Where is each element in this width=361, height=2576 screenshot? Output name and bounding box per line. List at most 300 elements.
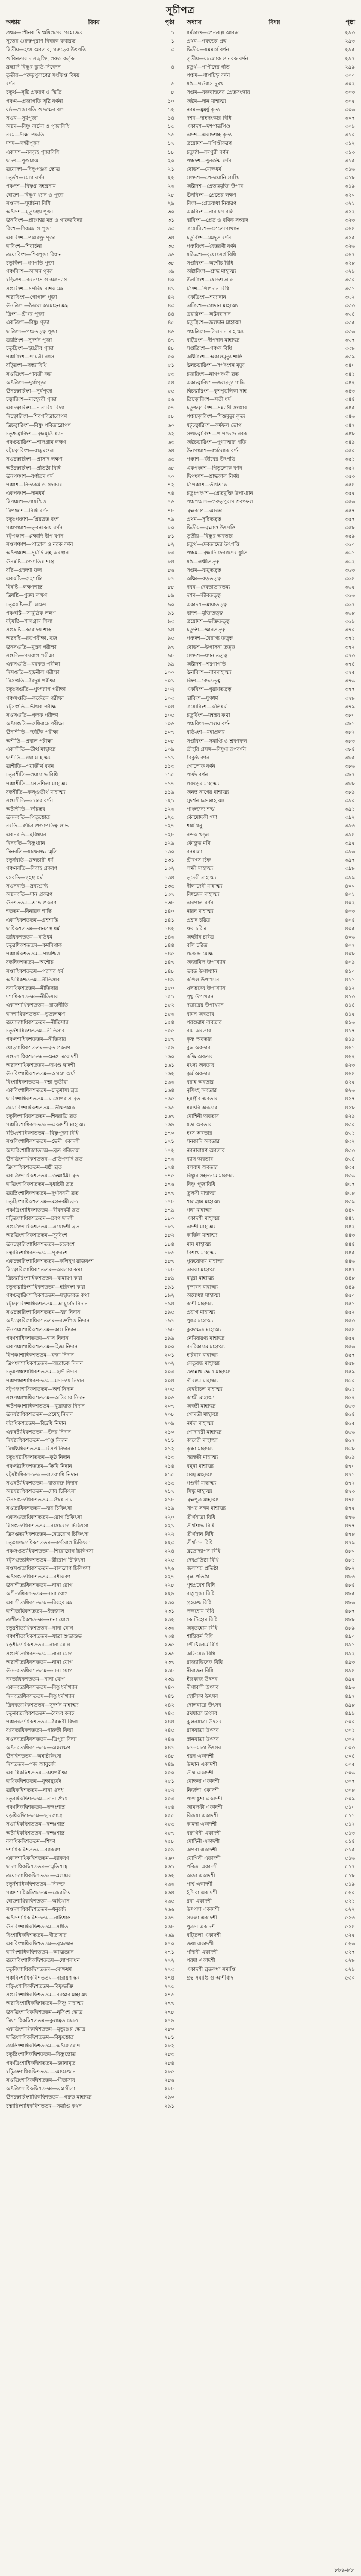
toc-entry-title: একবিংশ—নারায়ণ বলি — [187, 209, 234, 215]
toc-entry — [6, 131, 174, 140]
toc-entry-title: রাম অবতার — [187, 1028, 211, 1034]
toc-entry-page: ২১৫ — [164, 1471, 174, 1478]
toc-entry-page: ৪৫৮ — [345, 1361, 355, 1367]
toc-entry-title: সপ্তপঞ্চাশ—পাতাল ও নরক বর্ণন — [6, 542, 73, 548]
toc-entry-page: ৩৮৭ — [345, 772, 355, 779]
toc-entry-title: নরনারায়ণ অবতার — [187, 1147, 225, 1154]
toc-entry-page: ৫০০ — [345, 1719, 355, 1726]
toc-entry — [6, 2042, 174, 2050]
toc-entry-title: একাদশী মাহাত্ম্য — [187, 1216, 220, 1222]
toc-entry — [6, 1744, 174, 1752]
toc-entry — [6, 916, 174, 925]
toc-entry-page: ৪৪৪ — [345, 1241, 355, 1248]
toc-entry-title: বৈশাখ মাহাত্ম্য — [187, 1250, 217, 1256]
toc-entry-page: ৫৫ — [167, 388, 174, 394]
toc-entry-title: তুলসী মাহাত্ম্য — [187, 1190, 216, 1197]
toc-entry-title: বরুথিনী একাদশী — [187, 1830, 221, 1836]
toc-entry-page: ৪৩৫ — [345, 1164, 355, 1171]
toc-entry — [187, 515, 355, 524]
toc-entry-page: ২১৪ — [164, 1463, 174, 1470]
toc-entry — [187, 1761, 355, 1769]
toc-entry-title: চতুস্ত্রিংশাধিকশততম—মহানবমী ব্রত — [6, 1198, 78, 1205]
toc-entry — [187, 455, 355, 464]
toc-entry-title: চতুঃসপ্তত্যধিকশততম—কর্ণরোগ চিকিৎসা — [6, 1540, 91, 1547]
toc-entry-title: কোটিহোম বিধি — [187, 1616, 218, 1623]
toc-entry — [6, 473, 174, 481]
toc-entry — [187, 984, 355, 993]
toc-entry — [187, 737, 355, 746]
toc-entry — [187, 541, 355, 549]
toc-entry-title: ত্রিংশ—পিণ্ডদান বিধি — [187, 286, 230, 292]
toc-entry-title: দ্ব্যধিকশততম—বানপ্রস্থ ধর্ম — [6, 925, 60, 932]
toc-entry — [187, 208, 355, 216]
toc-entry-title: শয়ন একাদশী — [187, 1753, 214, 1759]
toc-entry — [187, 874, 355, 882]
toc-entry-title: বিংশাধিকশততম—রম্ভা তৃতীয়া — [6, 1079, 68, 1086]
toc-entry-title: ষট্সপ্ততি—ভীষ্মক পরীক্ষা — [6, 704, 58, 710]
toc-entry — [187, 345, 355, 353]
toc-entry — [6, 1445, 174, 1453]
toc-entry — [187, 46, 355, 54]
toc-entry-page: ৫২৩ — [345, 1915, 355, 1922]
toc-entry-page: ২৮০ — [164, 2026, 174, 2032]
toc-entry — [187, 1539, 355, 1547]
toc-entry-title: ও বিনতার দাস্যমুক্তি, গরুড় কর্তৃক — [6, 55, 75, 62]
toc-entry — [6, 1121, 174, 1129]
toc-entry-page: ৮৪ — [167, 559, 174, 565]
toc-entry — [6, 2093, 174, 2102]
toc-entry-title: পঞ্চবিংশাধিকশততম—একাদশী মাহাত্ম্য — [6, 1122, 85, 1128]
toc-entry-title: অনন্ত নাগের মাহাত্ম্য — [187, 789, 229, 796]
toc-entry — [187, 328, 355, 336]
toc-entry-title: একপঞ্চাশাধিকশততম—হিক্কা নিদান — [6, 1343, 78, 1350]
toc-entry — [6, 1999, 174, 2008]
toc-entry-page: ২১৯ — [164, 1506, 174, 1512]
toc-entry — [187, 643, 355, 652]
toc-entry-title: কাঞ্চী মাহাত্ম্য — [187, 1395, 215, 1401]
toc-entry — [187, 1172, 355, 1180]
toc-entry-title: সপ্তাধিকদ্বিশততম—ছন্দঃশাস্ত্র — [6, 1821, 65, 1828]
toc-entry — [6, 353, 174, 361]
toc-entry-title: বিষ্ণু পূজাবিধি — [187, 1182, 215, 1188]
toc-entry-title: ঊনদ্বিশততম—অশ্বচিকিৎসা — [6, 1753, 62, 1759]
toc-entry-title: ঊনবিংশাধিকদ্বিশততম—সঙ্গীত — [6, 1924, 69, 1930]
toc-entry-page: ২৫১ — [164, 1779, 174, 1785]
toc-entry — [187, 422, 355, 430]
toc-entry — [187, 685, 355, 694]
toc-entry-page: ৪০৪ — [345, 917, 355, 924]
toc-entry — [6, 703, 174, 711]
toc-entry-page: ১৭০ — [164, 1130, 174, 1137]
toc-entry-title: চতুশ্চত্বারিংশ—ব্রহ্মমূর্তি ধ্যান — [6, 431, 64, 437]
toc-entry-page: ৪০০ — [345, 883, 355, 889]
toc-entry-page: ৩৬৫ — [345, 584, 355, 591]
toc-entry-title: শালগ্রাম মাহাত্ম্য — [187, 1198, 220, 1205]
toc-entry-title: চতুরশীত্যধিকশততম—নানা যোগ — [6, 1625, 73, 1632]
toc-entry-title: রথযাত্রা উৎসব — [187, 1710, 218, 1717]
toc-entry-title: দ্বিচত্বারিংশ—কুশপুত্তলিকা দাহ — [187, 388, 247, 394]
toc-entry-page: ৫৪ — [167, 379, 174, 386]
toc-entry-title: ষষ্টি—গ্রহদশা ফল — [6, 567, 42, 574]
toc-entry-page: ১২৯ — [164, 840, 174, 847]
toc-entry-title: বিংশাধিকদ্বিশততম—গীতাসার — [6, 1932, 67, 1939]
toc-entry-page: ১৮৭ — [164, 1259, 174, 1265]
toc-entry-title: অষ্টাবিংশ—গোপাল পূজা — [6, 294, 57, 301]
toc-entry-page: ১৭৯ — [164, 1207, 174, 1213]
toc-entry-title: বৃন্দাবন মাহাত্ম্য — [187, 1284, 218, 1290]
toc-entry-page: ৯৮ — [167, 652, 174, 659]
toc-entry-title: পুরুষোত্তম মাহাত্ম্য — [187, 1259, 224, 1265]
toc-entry — [6, 1300, 174, 1308]
toc-entry — [6, 907, 174, 916]
toc-entry-page: ৩০৬ — [345, 106, 355, 113]
toc-entry — [187, 293, 355, 302]
toc-entry — [6, 652, 174, 660]
toc-entry — [6, 1726, 174, 1735]
toc-entry — [6, 216, 174, 225]
toc-entry-title: অষ্টত্রিংশাধিকশততম—সূর্যবংশ — [6, 1233, 67, 1239]
toc-entry — [187, 1556, 355, 1565]
toc-entry-page: ৯৪ — [167, 627, 174, 634]
toc-entry-page: ২৫৩ — [164, 1796, 174, 1802]
toc-entry — [187, 412, 355, 421]
toc-entry — [187, 1147, 355, 1155]
toc-entry-page: ৯৭ — [167, 644, 174, 651]
toc-entry — [187, 805, 355, 814]
toc-entry — [6, 566, 174, 575]
toc-entry-page: ৫১৫ — [345, 1847, 355, 1853]
toc-entry — [6, 762, 174, 771]
column-header — [187, 18, 355, 28]
toc-entry — [187, 1931, 355, 1940]
toc-entry-page: ৪৩৮ — [345, 1190, 355, 1197]
toc-entry-title: একাদশ—মায়াতত্ত্ব — [187, 601, 227, 608]
toc-entry-page: ৩০০ — [345, 72, 355, 79]
toc-entry — [187, 157, 355, 165]
toc-entry — [187, 703, 355, 711]
toc-entry — [187, 387, 355, 396]
toc-entry-title: একাদশ—দশগাত্রপিণ্ড — [187, 124, 230, 130]
toc-entry-title: পঞ্চপঞ্চাশ—ভুবনকোষ বর্ণন — [6, 524, 63, 531]
toc-entry-page: ২৮ — [167, 192, 174, 198]
toc-entry-title: অষ্টত্রিংশাধিকদ্বিশততম—ব্রহ্মগীতা — [6, 2086, 75, 2093]
toc-entry-page: ৩০৯ — [345, 124, 355, 130]
toc-entry — [6, 524, 174, 532]
toc-entry-page: ১৮০ — [164, 1216, 174, 1222]
toc-entry-title: ষট্ত্রিংশাধিকশততম—শ্রবণ দ্বাদশী — [6, 1216, 74, 1222]
toc-entry-title: ঊনচত্বারিংশ—সূর্যপূজা — [6, 388, 52, 394]
toc-entry-page: ৩৮৩ — [345, 738, 355, 744]
toc-entry-title: ঊনবিংশ—প্রেতের লক্ষণ — [187, 192, 236, 198]
toc-entry-title: পঞ্চসপ্ততি—কর্কেতন পরীক্ষা — [6, 695, 64, 702]
toc-entry-title: ষট্তিলা একাদশী — [187, 1932, 221, 1939]
toc-entry-page: ১৮ — [167, 149, 174, 156]
toc-entry — [6, 430, 174, 438]
toc-entry-title: পাঞ্চজন্য শঙ্খ — [187, 806, 215, 813]
toc-entry-title: অষ্টসপ্ততি—রুধিরাক্ষ পরীক্ষা — [6, 721, 64, 728]
toc-entry — [187, 1658, 355, 1667]
toc-entry-title: ঊনবিংশ—নামমাহাত্ম্য — [187, 670, 232, 676]
toc-entry-page: ৩৩৫ — [345, 320, 355, 327]
toc-entry-title: সপ্তম—বায়ুতত্ত্ব — [187, 567, 221, 574]
toc-entry-page: ৯১ — [167, 610, 174, 616]
toc-entry — [6, 234, 174, 242]
toc-entry-page: ৩৭৮ — [345, 695, 355, 702]
toc-entry — [6, 601, 174, 609]
toc-entry — [6, 1215, 174, 1223]
toc-entry-page: ৩২০ — [345, 192, 355, 198]
toc-entry — [187, 558, 355, 566]
toc-entry-title: চতুঃপঞ্চাশ—প্রেতমুক্তি উপাখ্যান — [187, 491, 253, 497]
toc-entry — [187, 1121, 355, 1129]
toc-entry-title: ষট্চত্বারিংশ—কর্মফল ভোগ — [187, 422, 242, 429]
toc-entry — [187, 149, 355, 157]
toc-entry-title: ষোড়শ—উপাসনা তত্ত্ব — [187, 644, 235, 651]
toc-entry-title: ঝুলনযাত্রা উৎসব — [187, 1719, 222, 1726]
toc-entry-page: ২৮৩ — [164, 2052, 174, 2058]
toc-entry-title: ত্রয়োবিংশাধিকশততম—ভীষ্মপঞ্চক — [6, 1105, 75, 1111]
toc-entry — [187, 1872, 355, 1880]
toc-entry-title: শান্তিকর্ম বিধি — [187, 1634, 213, 1640]
toc-entry — [6, 1675, 174, 1684]
toc-entry-title: আমলকী একাদশী — [187, 1805, 223, 1811]
toc-entry — [187, 1726, 355, 1735]
toc-entry — [6, 88, 174, 97]
toc-entry-title: সূতের গুরুত্বপুরাণ বিষয়ক কথারম্ভ — [6, 38, 76, 45]
toc-entry-title: গরুড়ের মাহাত্ম্য — [187, 780, 220, 787]
toc-entry-title: প্রথম—গরুড়ের প্রশ্ন — [187, 38, 227, 45]
toc-entry — [187, 882, 355, 891]
toc-entry-page: ৫১৭ — [345, 1864, 355, 1871]
toc-entry-title: গঙ্গা মাহাত্ম্য — [187, 1207, 212, 1213]
toc-entry-title: ঊনত্রিংশাধিকশততম—প্রতিপদাদি ব্রত — [6, 1156, 83, 1162]
toc-entry-title: নবত্যধিকশততম—নানা যোগ — [6, 1676, 66, 1683]
toc-entry-title: অষ্টাশীত্যধিকশততম—নানা যোগ — [6, 1659, 73, 1666]
toc-entry-page: ৪৬৭ — [345, 1437, 355, 1444]
toc-entry-page: ২৩১ — [164, 1608, 174, 1615]
toc-entry-page: ৪১৭ — [345, 1028, 355, 1034]
toc-entry — [187, 1906, 355, 1914]
toc-entry-page: ৪৮৬ — [345, 1599, 355, 1606]
toc-entry-title: ত্রয়োদশাধিকশততম—নীতিসার — [6, 1019, 69, 1026]
toc-entry — [6, 1360, 174, 1368]
toc-entry-page: ৪০৮ — [345, 951, 355, 958]
toc-entry-page: ২৬৬ — [164, 1907, 174, 1913]
toc-entry — [6, 1001, 174, 1010]
toc-entry — [187, 1206, 355, 1215]
toc-entry-title: হংস অবতার — [187, 1130, 212, 1137]
toc-entry-page: ৫৩ — [167, 371, 174, 378]
toc-left-list — [6, 29, 174, 2111]
toc-entry-title: একাদশ—নবব্যূহ পূজাবিধি — [6, 149, 60, 156]
toc-entry-title: অযুতহোম বিধি — [187, 1625, 218, 1632]
toc-entry — [6, 46, 174, 54]
toc-entry-page: ৪১৩ — [345, 994, 355, 1001]
toc-entry-page: ৪১১ — [345, 977, 355, 983]
toc-entry-page: ৮৬ — [167, 567, 174, 574]
toc-entry — [6, 1829, 174, 1838]
toc-entry-page: ২৩ — [167, 183, 174, 190]
toc-entry-title: অষ্টচত্বারিংশ—পুণ্যাত্মার গতি — [187, 440, 247, 446]
toc-entry-page: ৩৪৮ — [345, 431, 355, 437]
toc-entry-title: দীপাবলী উৎসব — [187, 1685, 219, 1691]
toc-entry — [187, 1616, 355, 1624]
toc-entry-title: পৌষ্টিককর্ম বিধি — [187, 1642, 219, 1649]
toc-entry — [187, 1292, 355, 1300]
toc-entry — [187, 1820, 355, 1829]
toc-entry-title: ভূদেবী মাহাত্ম্য — [187, 874, 217, 881]
toc-entry-title: জগন্নাথ ক্ষেত্র মাহাত্ম্য — [187, 1369, 231, 1376]
toc-entry-title: দ্বারপাল বর্ণন — [187, 900, 214, 907]
toc-entry-title: পঞ্চবিংশ—আসন পূজা — [6, 269, 53, 275]
toc-entry-page: ৪৫৭ — [345, 1352, 355, 1359]
toc-entry-title: ষোড়শ—বিষ্ণুর ধ্যান ও পূজা — [6, 192, 64, 198]
toc-entry-page: ৩৩১ — [345, 286, 355, 292]
toc-entry-title: দত্তাত্রেয় উপাখ্যান — [187, 1002, 224, 1009]
toc-entry-title: নীরাজন বিধি — [187, 1668, 214, 1674]
toc-entry-title: সপ্তচত্বারিংশ—পাপভেদে নরক — [187, 431, 248, 437]
toc-entry-page: ১৭২ — [164, 1147, 174, 1154]
header-bishoy: বিষয় — [268, 19, 280, 26]
toc-entry-page: ৩৭২ — [345, 644, 355, 651]
toc-entry-page: ২০৭ — [164, 1403, 174, 1410]
toc-entry — [6, 2008, 174, 2017]
toc-entry — [187, 1300, 355, 1308]
toc-entry — [6, 1906, 174, 1914]
toc-entry-page: ৮৮ — [167, 584, 174, 591]
toc-entry-title: দ্বিতীয়—হংস অবতার, গরুড়ের উৎপত্তি — [6, 47, 87, 54]
toc-entry — [6, 669, 174, 677]
toc-entry-page: ১০০ — [164, 670, 174, 676]
toc-entry-title: ষণ্ণবতি—গৃহস্থ ধর্ম — [6, 874, 43, 881]
toc-entry — [6, 2050, 174, 2059]
toc-entry-page: ৫০৫ — [345, 1762, 355, 1768]
toc-entry-page: ৫২৪ — [345, 1924, 355, 1930]
toc-entry-page: ১২১ — [164, 797, 174, 804]
toc-entry-title: হরিদ্বার মাহাত্ম্য — [187, 1352, 218, 1359]
toc-entry — [6, 268, 174, 276]
toc-entry — [6, 1684, 174, 1692]
toc-entry — [187, 1129, 355, 1138]
toc-entry — [6, 106, 174, 114]
toc-entry-page: ৪৫৩ — [345, 1318, 355, 1325]
toc-entry-page: ৪৮১ — [345, 1557, 355, 1563]
toc-entry — [187, 1803, 355, 1812]
toc-entry — [6, 55, 174, 63]
toc-entry-page: ২১৩ — [164, 1455, 174, 1461]
toc-entry — [187, 1010, 355, 1019]
toc-entry-title: কাশী মাহাত্ম্য — [187, 1301, 213, 1307]
toc-entry-page: ১৫৫ — [164, 1028, 174, 1034]
toc-entry-title: ত্রয়োবিংশ—প্রেতোপাখ্যান — [187, 226, 240, 233]
toc-entry — [6, 1453, 174, 1462]
toc-entry-title: সপ্তত্রিংশাধিকশততম—ত্রয়োদশী ব্রত — [6, 1224, 80, 1231]
toc-entry-page: ৪৫২ — [345, 1310, 355, 1316]
toc-entry — [187, 1053, 355, 1061]
toc-entry-title: অষ্টত্রিংশ—অকালমৃত্যু শান্তি — [187, 354, 243, 361]
toc-entry-page: ১৪৭ — [164, 960, 174, 966]
toc-entry — [187, 669, 355, 677]
toc-entry — [187, 319, 355, 327]
toc-entry-title: বিষ্বক্সেন মাহাত্ম্য — [187, 891, 220, 898]
toc-entry-title: ঊনত্রিংশাধিকদ্বিশততম—নৃসিংহ স্তোত্র — [6, 2009, 83, 2016]
toc-entry-page: ২৮৬ — [164, 2078, 174, 2084]
toc-entry — [6, 874, 174, 882]
toc-entry — [6, 583, 174, 592]
toc-entry-page: ১১১ — [164, 755, 174, 761]
toc-entry-page: ৪৫০ — [345, 1292, 355, 1299]
toc-entry-title: বৈকুণ্ঠ বর্ণন — [187, 755, 210, 761]
toc-entry-title: ঊনপঞ্চাশ—স্বর্গলোক বর্ণন — [187, 448, 241, 455]
toc-entry-page: ৪৩০ — [345, 1122, 355, 1128]
toc-entry — [6, 1351, 174, 1360]
toc-entry-page: ৫১০ — [345, 1805, 355, 1811]
toc-entry — [187, 532, 355, 541]
toc-entry-page: ১৩০ — [164, 849, 174, 855]
toc-entry — [187, 1974, 355, 1983]
toc-entry-title: ত্রয়স্ত্রিংশাধিকশততম—দুর্গানবমী ব্রত — [6, 1190, 79, 1197]
toc-entry — [6, 831, 174, 839]
toc-entry-page: ৬৮ — [167, 465, 174, 471]
toc-entry — [187, 1880, 355, 1889]
toc-entry-title: ষষ্ট্যধিকশততম—বিদ্রধি নিদান — [6, 1420, 66, 1427]
toc-entry — [6, 1377, 174, 1385]
toc-entry — [187, 1231, 355, 1240]
toc-entry-title: দশাধিকদ্বিশততম—ব্যাকরণ — [6, 1847, 60, 1853]
toc-entry — [6, 1317, 174, 1325]
toc-entry-title: ষট্চত্বারিংশ—বাস্তুমণ্ডল — [6, 448, 54, 455]
toc-entry-title: সপ্তনবতি—দ্রব্যশুদ্ধি — [6, 883, 48, 889]
toc-entry-page: ২৩৯ — [164, 1676, 174, 1683]
toc-entry-page: ২২৬ — [164, 1565, 174, 1572]
toc-entry — [187, 131, 355, 140]
toc-entry-page: ৪৮ — [167, 345, 174, 352]
toc-entry — [6, 899, 174, 907]
toc-entry-page: ৪৯৭ — [345, 1693, 355, 1700]
toc-entry-title: চতুশ্চত্বারিংশাধিকশততম—হরিবংশ কথা — [6, 1284, 85, 1290]
toc-entry-title: সপ্তত্যধিকশততম—জ্বর চিকিৎসা — [6, 1506, 72, 1512]
toc-entry — [6, 746, 174, 754]
toc-entry-page: ৩৮ — [167, 260, 174, 267]
toc-entry-title: ষড়ধিকশততম—অশৌচ — [6, 960, 54, 966]
toc-entry — [187, 447, 355, 455]
toc-entry — [187, 583, 355, 592]
toc-entry-title: অষ্টম—রুদ্রতত্ত্ব — [187, 576, 221, 582]
toc-entry — [6, 685, 174, 694]
column-header — [6, 18, 174, 28]
toc-entry-page: ২৭৩ — [164, 1966, 174, 1973]
toc-entry-title: গ্রহযজ্ঞ বিধি — [187, 1599, 212, 1606]
toc-entry — [6, 1462, 174, 1471]
toc-entry — [6, 1633, 174, 1641]
toc-entry-title: পঞ্চষষ্টি—সামুদ্রিক লক্ষণ — [6, 610, 56, 616]
toc-entry — [6, 1044, 174, 1052]
toc-entry-page: ৩৮৫ — [345, 755, 355, 761]
toc-entry-title: অশীতি—প্রবাল পরীক্ষা — [6, 738, 53, 744]
toc-entry-title: চতুস্ত্রিংশ—জলদান মাহাত্ম্য — [187, 320, 241, 327]
toc-entry-page: ৪৫৫ — [345, 1335, 355, 1342]
toc-entry — [187, 1897, 355, 1906]
toc-entry-page: ২০৮ — [164, 1412, 174, 1418]
toc-entry-title: দ্বাদশাধিকশততম—ভৃত্যলক্ষণ — [6, 1011, 66, 1017]
toc-entry-title: দ্বিচত্বারিংশ—শিবপবিত্রারোপণ — [6, 414, 67, 420]
toc-entry — [6, 1343, 174, 1351]
toc-entry-title: ত্রিচত্বারিংশ—বিষ্ণু পবিত্রারোপণ — [6, 422, 71, 429]
toc-entry-title: দ্বাবিংশাধিকদ্বিশততম—আত্মজ্ঞান — [6, 1949, 74, 1956]
toc-entry-page: ১৮২ — [164, 1233, 174, 1239]
toc-entry-page: ৪৭১ — [345, 1471, 355, 1478]
toc-entry-page: ৪৯৫ — [345, 1676, 355, 1683]
